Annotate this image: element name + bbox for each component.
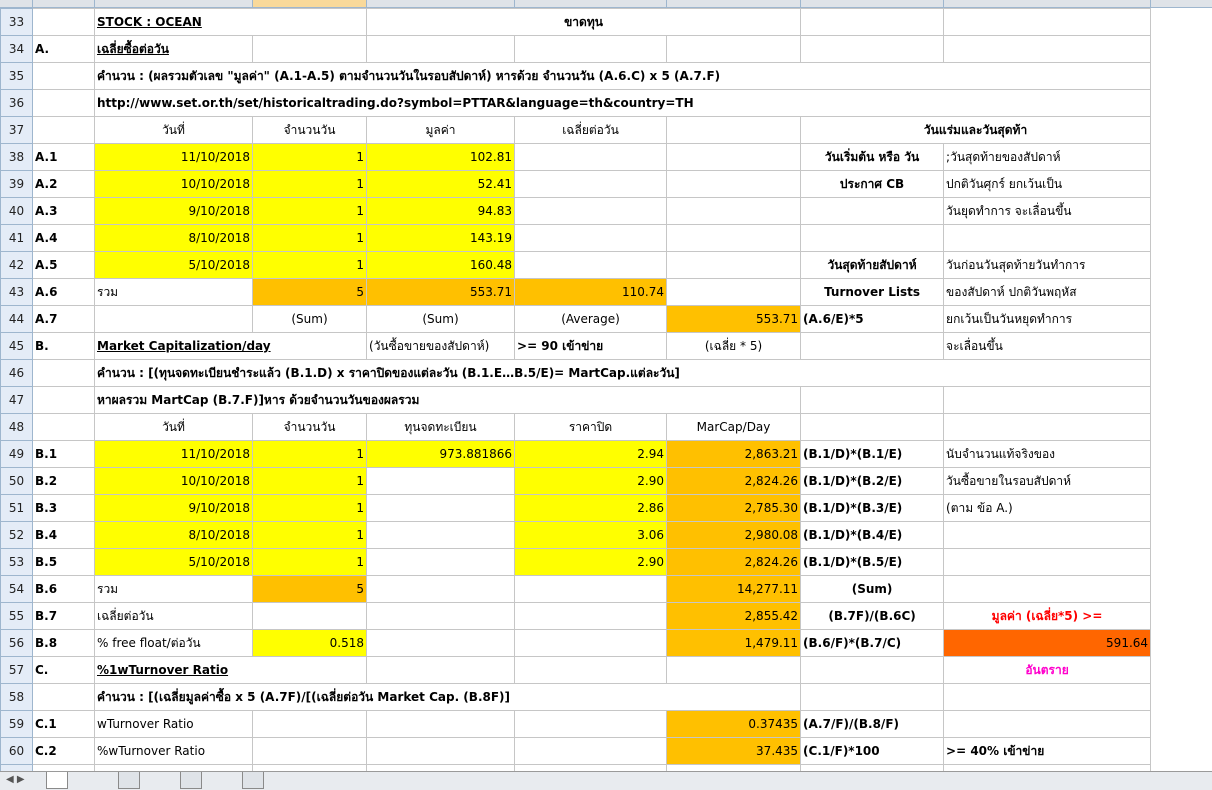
date-cell[interactable]: 5/10/2018	[95, 252, 253, 279]
value-total[interactable]: 553.71	[367, 279, 515, 306]
cell[interactable]	[515, 144, 667, 171]
cell[interactable]	[33, 117, 95, 144]
avg-x5-note[interactable]: (เฉลี่ย * 5)	[667, 333, 801, 360]
formula-note[interactable]: (A.7/F)/(B.8/F)	[801, 711, 944, 738]
trading-days-note[interactable]: (วันซื้อขายของสัปดาห์)	[367, 333, 515, 360]
formula-note[interactable]: (B.7F)/(B.6C)	[801, 603, 944, 630]
section-c-title[interactable]: %1wTurnover Ratio	[95, 657, 367, 684]
marcap-free-float[interactable]: 1,479.11	[667, 630, 801, 657]
cell[interactable]	[515, 36, 667, 63]
note-h[interactable]: นับจำนวนแท้จริงของ	[944, 441, 1151, 468]
row-id[interactable]: B.2	[33, 468, 95, 495]
cell[interactable]	[367, 549, 515, 576]
cell[interactable]	[515, 198, 667, 225]
free-float-label[interactable]: % free float/ต่อวัน	[95, 630, 253, 657]
cell[interactable]	[801, 36, 944, 63]
row-number[interactable]: 57	[1, 657, 33, 684]
column-separator	[94, 0, 95, 7]
close-price-cell[interactable]: 3.06	[515, 522, 667, 549]
cell[interactable]	[253, 36, 367, 63]
note-h[interactable]: วันซื้อขายในรอบสัปดาห์	[944, 468, 1151, 495]
row-number[interactable]: 46	[1, 360, 33, 387]
days-cell[interactable]: 1	[253, 441, 367, 468]
date-cell[interactable]: 10/10/2018	[95, 171, 253, 198]
row-48	[1, 414, 1151, 441]
cell[interactable]	[33, 360, 95, 387]
cell[interactable]	[33, 414, 95, 441]
cell[interactable]	[367, 495, 515, 522]
header-date[interactable]: วันที่	[95, 414, 253, 441]
ratio-label[interactable]: wTurnover Ratio	[95, 711, 253, 738]
cell[interactable]	[515, 603, 667, 630]
note-h[interactable]: ยกเว้นเป็นวันหยุดทำการ	[944, 306, 1151, 333]
avg-label[interactable]: เฉลี่ยต่อวัน	[95, 603, 253, 630]
cell[interactable]	[944, 522, 1151, 549]
row-id[interactable]: A.5	[33, 252, 95, 279]
cell[interactable]	[515, 711, 667, 738]
row-id[interactable]: C.1	[33, 711, 95, 738]
note-g[interactable]: วันสุดท้ายสัปดาห์	[801, 252, 944, 279]
row-number[interactable]: 58	[1, 684, 33, 711]
date-cell[interactable]: 8/10/2018	[95, 225, 253, 252]
cell[interactable]	[667, 279, 801, 306]
formula-description-c[interactable]: คำนวน : [(เฉลี่ยมูลค่าซื้อ x 5 (A.7F)/[(เฉลี่ยต่อวัน Market Cap. (B.8F)]	[95, 684, 801, 711]
row-50	[1, 468, 1151, 495]
row-id[interactable]: A.4	[33, 225, 95, 252]
date-cell[interactable]: 10/10/2018	[95, 468, 253, 495]
row-id[interactable]: A.7	[33, 306, 95, 333]
cell[interactable]	[667, 144, 801, 171]
marcap-cell[interactable]: 2,824.26	[667, 549, 801, 576]
days-cell[interactable]: 1	[253, 495, 367, 522]
header-days[interactable]: จำนวนวัน	[253, 414, 367, 441]
header-average[interactable]: เฉลี่ยต่อวัน	[515, 117, 667, 144]
days-cell[interactable]: 1	[253, 522, 367, 549]
cell[interactable]	[515, 630, 667, 657]
column-separator	[252, 0, 253, 7]
header-capital[interactable]: ทุนจดทะเบียน	[367, 414, 515, 441]
formula-note[interactable]: (B.6/F)*(B.7/C)	[801, 630, 944, 657]
cell-a33[interactable]	[33, 9, 95, 36]
row-number[interactable]: 40	[1, 198, 33, 225]
cell[interactable]	[515, 225, 667, 252]
cell[interactable]	[801, 333, 944, 360]
section-a-label[interactable]: A.	[33, 36, 95, 63]
cell[interactable]	[801, 684, 944, 711]
cell[interactable]	[33, 387, 95, 414]
formula-note[interactable]: (B.1/D)*(B.4/E)	[801, 522, 944, 549]
marcap-cell[interactable]: 2,824.26	[667, 468, 801, 495]
row-45	[1, 333, 1151, 360]
cell[interactable]	[944, 225, 1151, 252]
cell[interactable]	[367, 36, 515, 63]
row-number[interactable]: 41	[1, 225, 33, 252]
marcap-cell[interactable]: 2,785.30	[667, 495, 801, 522]
tab-scroll-icon[interactable]: ◀ ▶	[6, 774, 25, 785]
danger-label[interactable]: อันตราย	[944, 657, 1151, 684]
note-h[interactable]: ของสัปดาห์ ปกติวันพฤหัส	[944, 279, 1151, 306]
row-36	[1, 90, 1151, 117]
row-id[interactable]: B.5	[33, 549, 95, 576]
warning-label[interactable]: มูลค่า (เฉลี่ย*5) >=	[944, 603, 1151, 630]
days-cell[interactable]: 1	[253, 225, 367, 252]
row-58	[1, 684, 1151, 711]
sheet-tab[interactable]	[242, 772, 264, 789]
section-b-title[interactable]: Market Capitalization/day	[95, 333, 367, 360]
column-separator	[366, 0, 367, 7]
note-h[interactable]: ;วันสุดท้ายของสัปดาห์	[944, 144, 1151, 171]
cell[interactable]	[667, 36, 801, 63]
date-cell[interactable]: 8/10/2018	[95, 522, 253, 549]
formula-note[interactable]: (C.1/F)*100	[801, 738, 944, 765]
header-close[interactable]: ราคาปิด	[515, 414, 667, 441]
days-cell[interactable]: 1	[253, 252, 367, 279]
cell[interactable]	[801, 657, 944, 684]
row-52	[1, 522, 1151, 549]
cell[interactable]	[367, 603, 515, 630]
cell[interactable]	[801, 198, 944, 225]
row-55	[1, 603, 1151, 630]
value-cell[interactable]: 94.83	[367, 198, 515, 225]
cell[interactable]	[367, 522, 515, 549]
cell[interactable]	[515, 171, 667, 198]
cell[interactable]	[367, 630, 515, 657]
cell[interactable]	[667, 171, 801, 198]
row-53	[1, 549, 1151, 576]
turnover-ratio[interactable]: 0.37435	[667, 711, 801, 738]
ratio-label[interactable]: %wTurnover Ratio	[95, 738, 253, 765]
days-cell[interactable]: 1	[253, 198, 367, 225]
row-number[interactable]: 45	[1, 333, 33, 360]
row-39	[1, 171, 1151, 198]
cell[interactable]	[253, 603, 367, 630]
selected-column-header[interactable]	[252, 0, 366, 7]
row-33	[1, 9, 1151, 36]
cell[interactable]	[367, 657, 515, 684]
row-57	[1, 657, 1151, 684]
row-number[interactable]: 44	[1, 306, 33, 333]
row-46	[1, 360, 1151, 387]
date-cell[interactable]: 11/10/2018	[95, 441, 253, 468]
note-g[interactable]: วันเริ่มต้น หรือ วัน	[801, 144, 944, 171]
cell[interactable]	[667, 657, 801, 684]
row-34	[1, 36, 1151, 63]
cell[interactable]	[944, 387, 1151, 414]
cell[interactable]	[33, 90, 95, 117]
cell[interactable]	[515, 657, 667, 684]
column-separator	[32, 0, 33, 7]
turnover-ratio-percent[interactable]: 37.435	[667, 738, 801, 765]
cell[interactable]	[367, 738, 515, 765]
row-id[interactable]: B.8	[33, 630, 95, 657]
note-heading[interactable]: วันแร่มและวันสุดท้า	[801, 117, 1151, 144]
spreadsheet-grid	[0, 8, 1212, 771]
formula-description-b[interactable]: คำนวน : [(ทุนจดทะเบียนชำระแล้ว (B.1.D) x ราคาปิดของแต่ละวัน (B.1.E…B.5/E)= MartCap.แต่ละวัน]	[95, 360, 1151, 387]
cell[interactable]	[253, 711, 367, 738]
sum-note[interactable]: (Sum)	[253, 306, 367, 333]
note-h[interactable]: จะเลื่อนขึ้น	[944, 333, 1151, 360]
cell[interactable]	[944, 711, 1151, 738]
row-47	[1, 387, 1151, 414]
formula-note[interactable]: (B.1/D)*(B.5/E)	[801, 549, 944, 576]
days-cell[interactable]: 1	[253, 468, 367, 495]
formula-description-a[interactable]: คำนวน : (ผลรวมตัวเลข "มูลค่า" (A.1-A.5) ตามจำนวนวันในรอบสัปดาห์) หารด้วย จำนวนวัน (A.6.C) x 5 (A.7.F)	[95, 63, 1151, 90]
row-id[interactable]: B.7	[33, 603, 95, 630]
row-number[interactable]: 35	[1, 63, 33, 90]
row-number[interactable]: 36	[1, 90, 33, 117]
row-number[interactable]: 43	[1, 279, 33, 306]
cell[interactable]	[667, 117, 801, 144]
days-cell[interactable]: 1	[253, 144, 367, 171]
row-number[interactable]: 42	[1, 252, 33, 279]
header-days[interactable]: จำนวนวัน	[253, 117, 367, 144]
column-separator	[943, 0, 944, 7]
days-cell[interactable]: 1	[253, 549, 367, 576]
weekly-value[interactable]: 553.71	[667, 306, 801, 333]
row-number[interactable]: 52	[1, 522, 33, 549]
cell[interactable]	[33, 684, 95, 711]
free-float-value[interactable]: 0.518	[253, 630, 367, 657]
row-40	[1, 198, 1151, 225]
threshold-note[interactable]: >= 90 เข้าข่าย	[515, 333, 667, 360]
formula-note[interactable]: (A.6/E)*5	[801, 306, 944, 333]
section-c-label[interactable]: C.	[33, 657, 95, 684]
row-number[interactable]: 56	[1, 630, 33, 657]
cell[interactable]	[667, 252, 801, 279]
criteria-note[interactable]: >= 40% เข้าข่าย	[944, 738, 1151, 765]
row-number[interactable]: 53	[1, 549, 33, 576]
cell[interactable]	[944, 549, 1151, 576]
cell-h33[interactable]	[944, 9, 1151, 36]
section-b-label[interactable]: B.	[33, 333, 95, 360]
header-marcap[interactable]: MarCap/Day	[667, 414, 801, 441]
value-cell[interactable]: 102.81	[367, 144, 515, 171]
marcap-cell[interactable]: 2,980.08	[667, 522, 801, 549]
cell[interactable]	[667, 225, 801, 252]
marcap-total[interactable]: 14,277.11	[667, 576, 801, 603]
row-41	[1, 225, 1151, 252]
cell[interactable]	[944, 684, 1151, 711]
cell[interactable]	[515, 576, 667, 603]
row-number[interactable]: 37	[1, 117, 33, 144]
sheet-tab-bar	[0, 771, 1212, 790]
column-separator	[666, 0, 667, 7]
cell[interactable]	[33, 63, 95, 90]
row-id[interactable]: B.1	[33, 441, 95, 468]
value-cell[interactable]: 52.41	[367, 171, 515, 198]
cell[interactable]	[367, 711, 515, 738]
row-59	[1, 711, 1151, 738]
formula-note[interactable]: (B.1/D)*(B.1/E)	[801, 441, 944, 468]
cell[interactable]	[944, 414, 1151, 441]
days-total[interactable]: 5	[253, 279, 367, 306]
days-total[interactable]: 5	[253, 576, 367, 603]
column-header-strip	[0, 0, 1212, 8]
capital-cell[interactable]: 973.881866	[367, 441, 515, 468]
marcap-cell[interactable]: 2,863.21	[667, 441, 801, 468]
row-id[interactable]: A.3	[33, 198, 95, 225]
row-42	[1, 252, 1151, 279]
cell[interactable]	[367, 468, 515, 495]
date-cell[interactable]: 9/10/2018	[95, 495, 253, 522]
header-value[interactable]: มูลค่า	[367, 117, 515, 144]
value-cell[interactable]: 143.19	[367, 225, 515, 252]
row-number[interactable]: 33	[1, 9, 33, 36]
cell[interactable]	[95, 306, 253, 333]
cell[interactable]	[801, 387, 944, 414]
formula-note[interactable]: (B.1/D)*(B.2/E)	[801, 468, 944, 495]
average-per-day[interactable]: 110.74	[515, 279, 667, 306]
worksheet-table	[0, 8, 1151, 771]
date-cell[interactable]: 9/10/2018	[95, 198, 253, 225]
sum-note[interactable]: (Sum)	[367, 306, 515, 333]
row-35	[1, 63, 1151, 90]
date-cell[interactable]: 11/10/2018	[95, 144, 253, 171]
cell[interactable]	[944, 576, 1151, 603]
row-id[interactable]: C.2	[33, 738, 95, 765]
cell[interactable]	[253, 738, 367, 765]
row-number[interactable]: 38	[1, 144, 33, 171]
marcap-average[interactable]: 2,855.42	[667, 603, 801, 630]
stock-name-cell[interactable]: STOCK : OCEAN	[95, 9, 367, 36]
close-price-cell[interactable]: 2.90	[515, 549, 667, 576]
row-id[interactable]: B.3	[33, 495, 95, 522]
row-49	[1, 441, 1151, 468]
source-url-cell[interactable]: http://www.set.or.th/set/historicaltrading.do?symbol=PTTAR&language=th&country=TH	[95, 90, 1151, 117]
row-56	[1, 630, 1151, 657]
section-a-title[interactable]: เฉลี่ยซื้อต่อวัน	[95, 36, 253, 63]
row-number[interactable]: 59	[1, 711, 33, 738]
cell-g33[interactable]	[801, 9, 944, 36]
close-price-cell[interactable]: 2.94	[515, 441, 667, 468]
row-number[interactable]: 49	[1, 441, 33, 468]
header-date[interactable]: วันที่	[95, 117, 253, 144]
cell[interactable]	[944, 36, 1151, 63]
sheet-title[interactable]: ขาดทุน	[367, 9, 801, 36]
formula-description-b2[interactable]: หาผลรวม MartCap (B.7.F)]หาร ด้วยจำนวนวันของผลรวม	[95, 387, 801, 414]
row-60	[1, 738, 1151, 765]
cell[interactable]	[801, 414, 944, 441]
row-number[interactable]: 51	[1, 495, 33, 522]
row-id[interactable]: A.2	[33, 171, 95, 198]
sheet-tab[interactable]	[180, 772, 202, 789]
formula-note[interactable]: (B.1/D)*(B.3/E)	[801, 495, 944, 522]
row-number[interactable]: 34	[1, 36, 33, 63]
cell[interactable]	[367, 576, 515, 603]
sheet-tab[interactable]	[118, 772, 140, 789]
value-cell[interactable]: 160.48	[367, 252, 515, 279]
row-id[interactable]: B.6	[33, 576, 95, 603]
row-number[interactable]: 55	[1, 603, 33, 630]
close-price-cell[interactable]: 2.86	[515, 495, 667, 522]
cell[interactable]	[515, 252, 667, 279]
average-note[interactable]: (Average)	[515, 306, 667, 333]
days-cell[interactable]: 1	[253, 171, 367, 198]
row-43	[1, 279, 1151, 306]
note-h[interactable]: วันก่อนวันสุดท้ายวันทำการ	[944, 252, 1151, 279]
note-g[interactable]: Turnover Lists	[801, 279, 944, 306]
sum-label[interactable]: รวม	[95, 279, 253, 306]
row-54	[1, 576, 1151, 603]
formula-note[interactable]: (Sum)	[801, 576, 944, 603]
sum-label[interactable]: รวม	[95, 576, 253, 603]
row-38	[1, 144, 1151, 171]
close-price-cell[interactable]: 2.90	[515, 468, 667, 495]
row-51	[1, 495, 1151, 522]
column-separator	[514, 0, 515, 7]
row-number[interactable]: 39	[1, 171, 33, 198]
note-h[interactable]: ปกติวันศุกร์ ยกเว้นเป็น	[944, 171, 1151, 198]
cell[interactable]	[667, 198, 801, 225]
row-number[interactable]: 60	[1, 738, 33, 765]
note-h[interactable]: (ตาม ข้อ A.)	[944, 495, 1151, 522]
row-id[interactable]: A.1	[33, 144, 95, 171]
threshold-value[interactable]: 591.64	[944, 630, 1151, 657]
cell[interactable]	[801, 225, 944, 252]
row-id[interactable]: B.4	[33, 522, 95, 549]
cell[interactable]	[515, 738, 667, 765]
row-number[interactable]: 47	[1, 387, 33, 414]
date-cell[interactable]: 5/10/2018	[95, 549, 253, 576]
row-number[interactable]: 54	[1, 576, 33, 603]
row-44	[1, 306, 1151, 333]
row-number[interactable]: 48	[1, 414, 33, 441]
sheet-tab-active[interactable]	[46, 772, 68, 789]
row-number[interactable]: 50	[1, 468, 33, 495]
note-h[interactable]: วันยุดทำการ จะเลื่อนขึ้น	[944, 198, 1151, 225]
row-id[interactable]: A.6	[33, 279, 95, 306]
note-g[interactable]: ประกาศ CB	[801, 171, 944, 198]
column-separator	[800, 0, 801, 7]
column-separator	[1150, 0, 1151, 7]
row-37	[1, 117, 1151, 144]
